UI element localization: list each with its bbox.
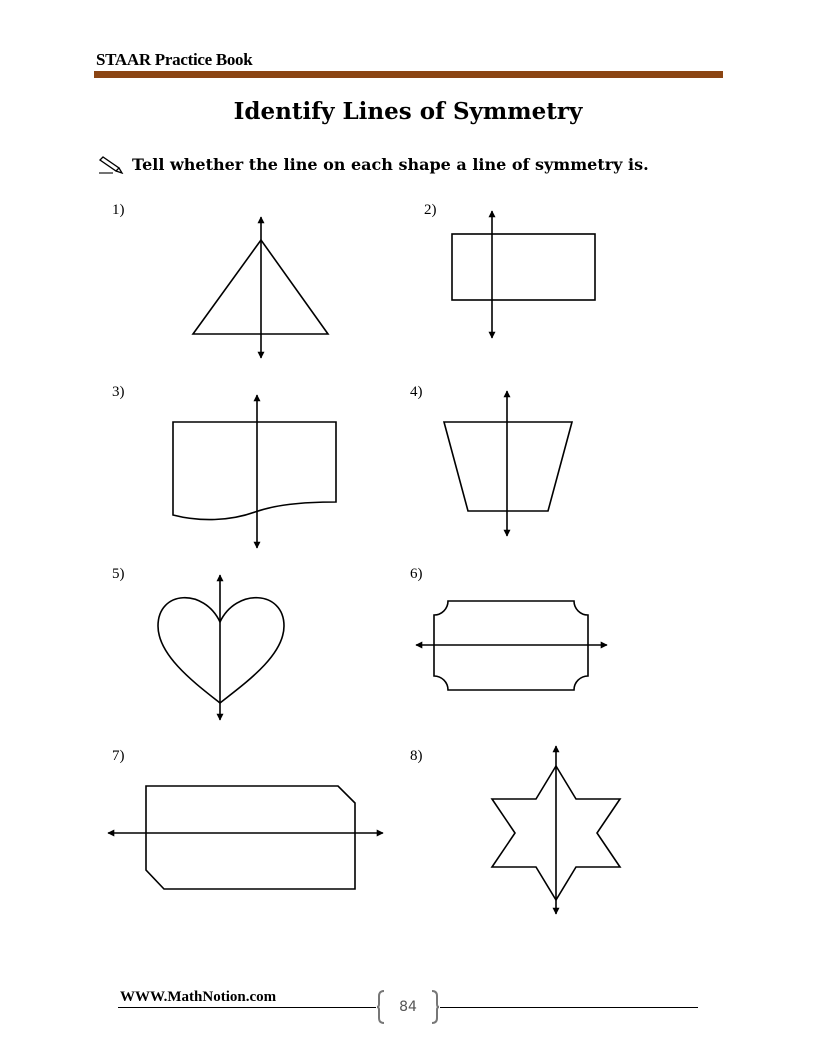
cut-corner-rectangle-shape [146,786,355,889]
problem-number-7: 7) [112,748,125,764]
problem-number-6: 6) [410,566,423,582]
wavy-rectangle-shape [173,422,336,520]
page-number: 84 [399,999,417,1015]
problem-number-5: 5) [112,566,125,582]
heart-shape [158,598,284,703]
book-title: STAAR Practice Book [96,50,253,69]
problem-number-1: 1) [112,202,125,218]
footer-website: WWW.MathNotion.com [120,989,277,1005]
problem-number-8: 8) [410,748,423,764]
problem-number-3: 3) [112,384,125,400]
instruction-text: Tell whether the line on each shape a line of symmetry is. [132,154,649,174]
problem-number-4: 4) [410,384,423,400]
footer-line-left [118,1007,376,1008]
footer-line-right [440,1007,698,1008]
rectangle-shape [452,234,595,300]
page-title: Identify Lines of Symmetry [233,98,583,125]
problem-number-2: 2) [424,202,437,218]
trapezoid-shape [444,422,572,511]
